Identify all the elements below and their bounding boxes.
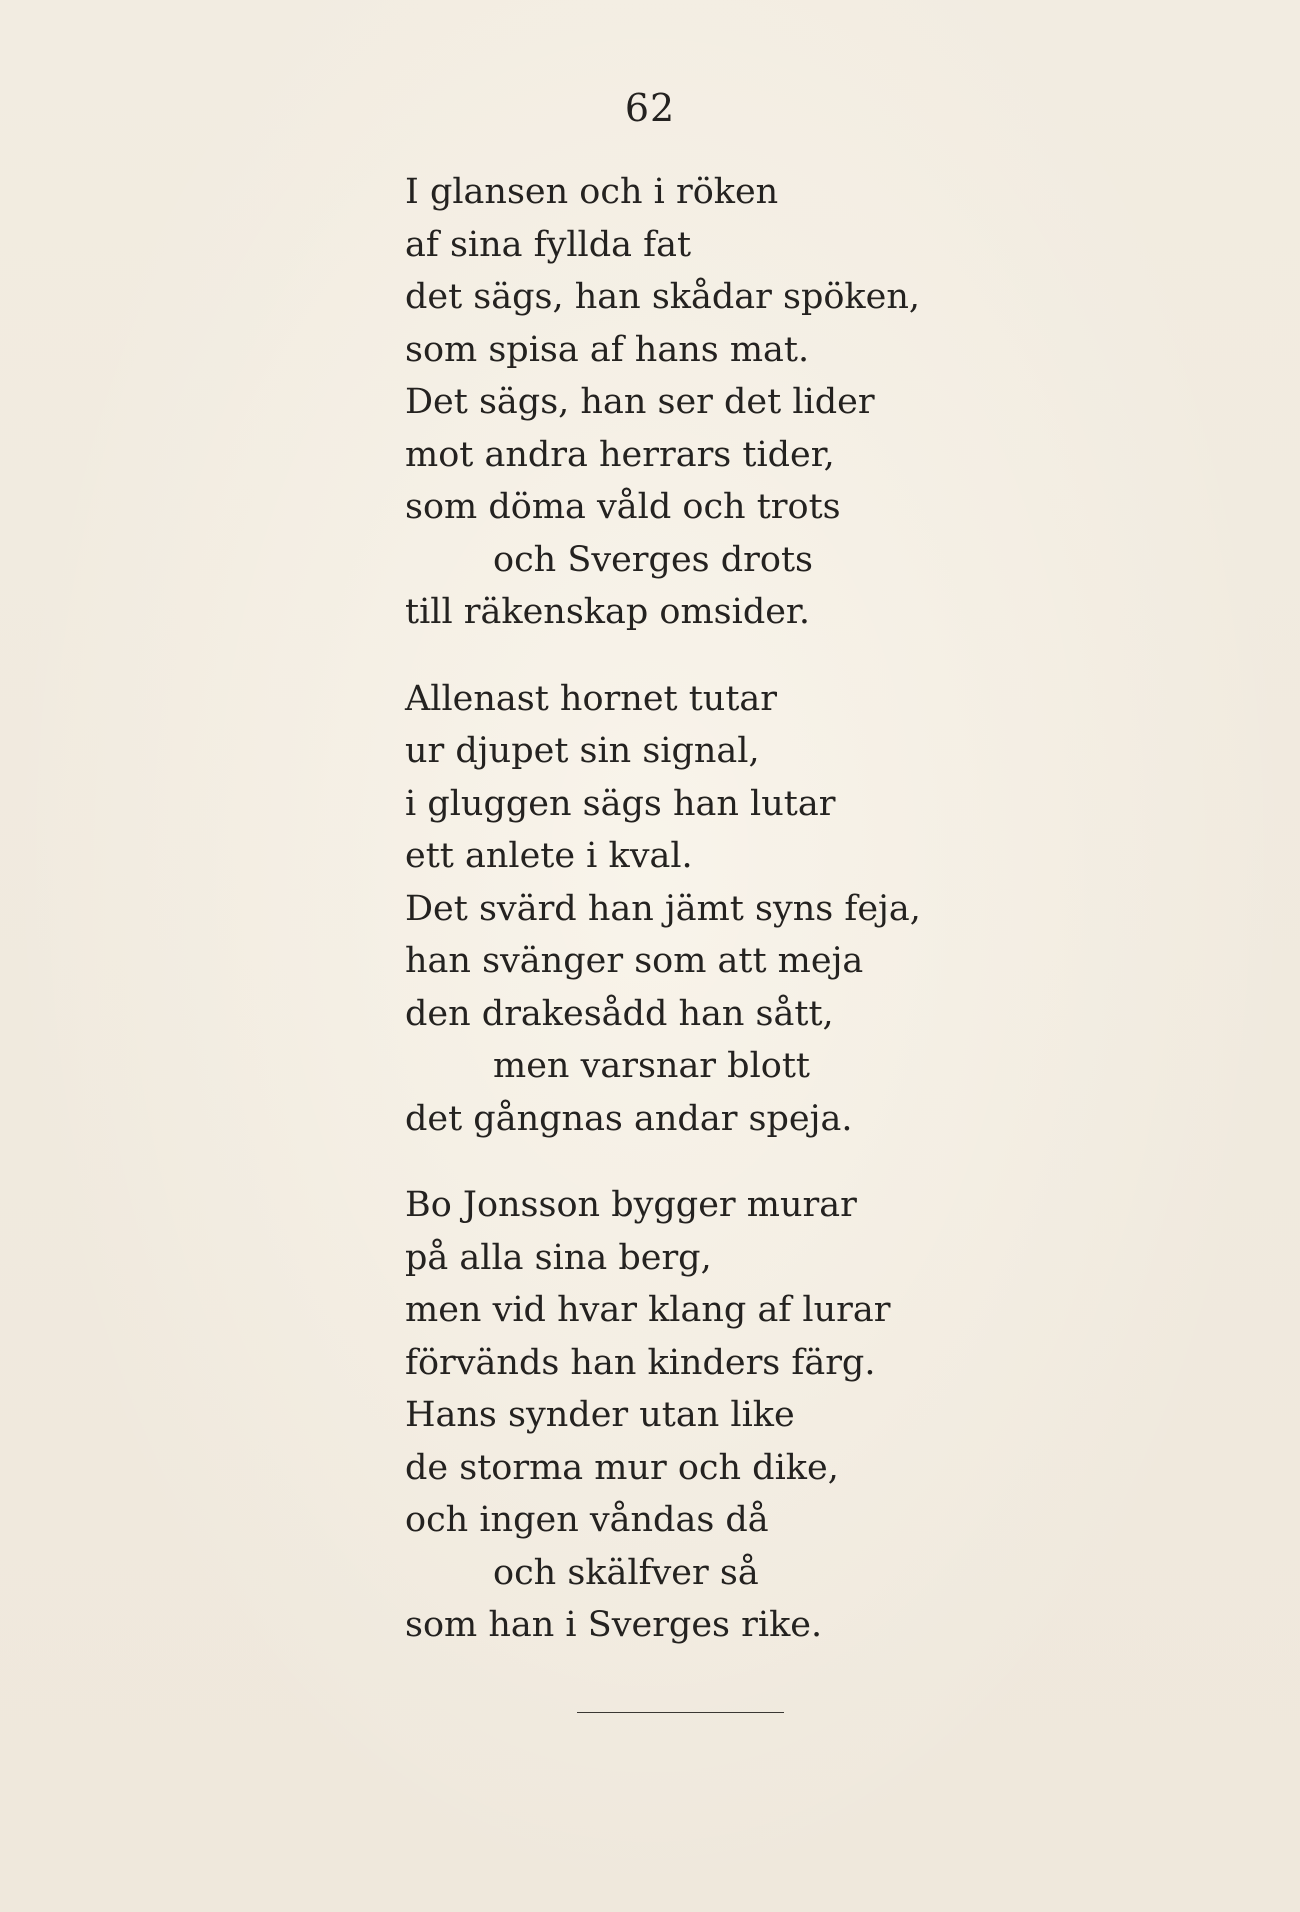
stanza-1 [405,166,1005,639]
poem-line: af sina fyllda fat [405,224,692,265]
poem-line: de storma mur och dike, [405,1447,839,1488]
poem-line: Det sägs, han ser det lider [405,382,875,422]
poem-line: ur djupet sin signal, [405,731,760,771]
page-number: 62 [624,86,676,130]
poem-line: men vid hvar klang af lurar [405,1290,891,1330]
poem-line: den drakesådd han sått, [405,993,834,1034]
poem-line: som döma våld och trots [405,487,841,527]
poem-line: på alla sina berg, [405,1237,712,1278]
poem [405,166,1005,1686]
poem-line: det sägs, han skådar spöken, [405,277,921,317]
poem-line: och ingen våndas då [405,1500,769,1540]
poem-line: till räkenskap omsider. [405,592,810,632]
poem-line: Hans synder utan like [405,1395,795,1435]
stanza-3 [405,1179,1005,1652]
stanza-2 [405,673,1005,1146]
poem-line-indented: och Sverges drots [493,539,813,580]
poem-line: ett anlete i kval. [405,836,693,876]
poem-line-indented: men varsnar blott [493,1046,810,1086]
poem-line: i gluggen sägs han lutar [405,783,836,824]
poem-line: Det svärd han jämt syns feja, [405,888,921,929]
poem-line: Bo Jonsson bygger murar [405,1185,857,1225]
poem-line: mot andra herrars tider, [405,434,835,475]
poem-line: Allenast hornet tutar [405,678,777,719]
poem-line-indented: och skälfver så [493,1552,759,1593]
poem-line: förvänds han kinders färg. [405,1342,876,1383]
poem-line: I glansen och i röken [405,172,779,212]
end-divider-rule [577,1712,784,1713]
poem-line: som han i Sverges rike. [405,1605,823,1645]
poem-line: det gångnas andar speja. [405,1098,853,1139]
poem-line: som spisa af hans mat. [405,329,810,370]
poem-line: han svänger som att meja [405,941,864,981]
